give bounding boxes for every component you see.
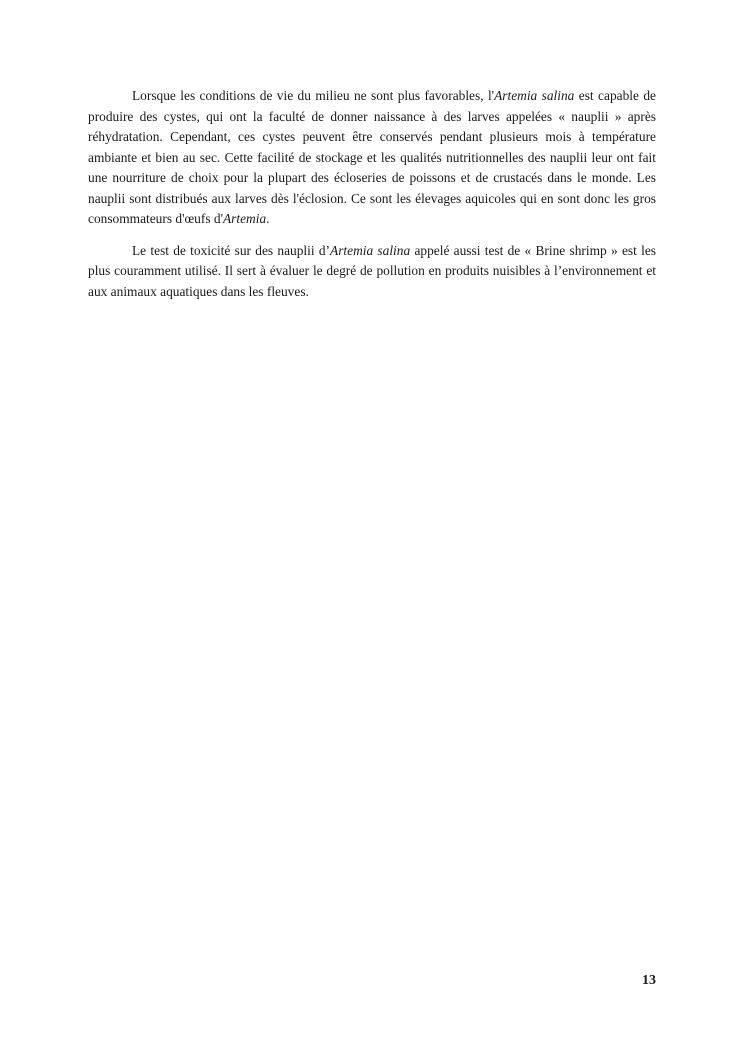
text-segment: . — [266, 211, 270, 226]
text-segment: est capable de produire des cystes, qui ont la faculté de donner naissance à des larves appelées « nauplii » après réhydratation. Cependant, ces cystes peuvent être conservés pendant plusieurs mois à température ambiante et bien au sec. Cette facilité de stockage et les qualités nutritionnelles des nauplii leur ont fait une nourriture de choix pour la plupart des écloseries de poissons et de crustacés dans le monde. Les nauplii sont distribués aux larves dès l'éclosion. Ce sont les élevages aquicoles qui en sont donc les gros consommateurs d'œufs d' — [88, 88, 656, 226]
species-name: Artemia salina — [494, 88, 575, 103]
text-segment: appelé aussi test de « Brine shrimp » est les plus couramment utilisé. Il sert à évaluer le degré de pollution en produits nuisibles à l’environnement et aux animaux aquatiques dans les fleuves. — [88, 242, 656, 299]
text-segment: Lorsque les conditions de vie du milieu ne sont plus favorables, l' — [132, 88, 495, 103]
genus-name: Artemia — [223, 211, 267, 226]
text-segment: Le test de toxicité sur des nauplii d’ — [132, 242, 331, 258]
species-name: Artemia salina — [330, 242, 411, 258]
page-number: 13 — [642, 973, 656, 988]
paragraph-toxicity-test — [88, 241, 656, 303]
paragraph-artemia-cysts — [88, 86, 656, 230]
body-text — [88, 86, 656, 313]
